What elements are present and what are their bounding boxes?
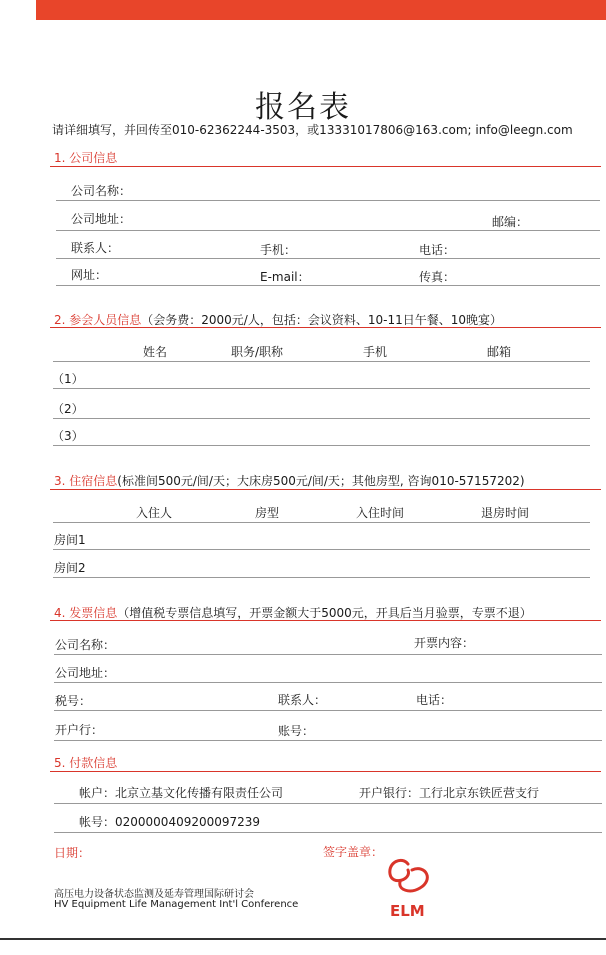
table-line [53, 445, 590, 446]
invoice-contact-label: 联系人： [278, 693, 327, 707]
field-line [56, 230, 600, 231]
room-row-label: 房间2 [54, 561, 86, 575]
logo-text: ELM [390, 902, 425, 920]
top-banner [36, 0, 606, 20]
date-label: 日期： [54, 846, 91, 860]
fax-label: 传真： [419, 270, 456, 284]
contact-person-label: 联系人： [71, 241, 120, 255]
field-line [56, 200, 600, 201]
column-header-title: 职务/职称 [231, 345, 284, 359]
field-line [56, 285, 600, 286]
invoice-phone-label: 电话： [416, 693, 453, 707]
invoice-content-label: 开票内容： [414, 636, 475, 650]
column-header-mobile: 手机 [363, 345, 388, 359]
phone-label: 电话： [419, 243, 456, 257]
table-line [53, 418, 590, 419]
section-divider [50, 620, 601, 621]
section-lodging-heading: 3. 住宿信息(标准间500元/间/天；大床房500元/间/天；其他房型, 咨询010-57157202) [54, 474, 525, 488]
section-invoice-heading: 4. 发票信息（增值税专票信息填写，开票金额大于5000元，开具后当月验票，专票不退） [54, 606, 532, 620]
attendee-row-label: （3） [52, 429, 84, 443]
column-header-guest: 入住人 [136, 506, 173, 520]
section-divider [50, 771, 601, 772]
table-line [53, 361, 590, 362]
field-line [54, 710, 602, 711]
attendee-row-label: （2） [52, 402, 84, 416]
bottom-rule [0, 938, 606, 940]
field-line [54, 740, 602, 741]
table-line [53, 522, 590, 523]
section-company-heading: 1. 公司信息 [54, 151, 118, 165]
section-divider [50, 166, 601, 167]
column-header-email: 邮箱 [487, 345, 512, 359]
mobile-label: 手机： [260, 243, 297, 257]
section-payment-heading: 5. 付款信息 [54, 756, 118, 770]
tax-number-label: 税号： [55, 694, 92, 708]
table-line [53, 577, 590, 578]
column-header-check-out: 退房时间 [481, 506, 530, 520]
invoice-company-address-label: 公司地址： [55, 666, 116, 680]
section-attendees-note: （会务费：2000元/人，包括：会议资料、10-11日午餐、10晚宴） [141, 313, 502, 327]
column-header-name: 姓名 [143, 345, 168, 359]
postcode-label: 邮编： [492, 215, 529, 229]
contact-line: 请详细填写，并回传至010-62362244-3503，或13331017806@163.com; info@leegn.com [52, 123, 573, 137]
account-label: 账号： [278, 724, 315, 738]
email-label: E-mail： [260, 270, 310, 284]
payment-bank-text: 开户银行：工行北京东铁匠营支行 [359, 786, 540, 800]
conference-name-cn: 高压电力设备状态监测及延寿管理国际研讨会 [54, 889, 254, 900]
section-invoice-note: （增值税专票信息填写，开票金额大于5000元，开具后当月验票，专票不退） [117, 606, 532, 620]
field-line [54, 682, 602, 683]
field-line [54, 654, 602, 655]
bank-label: 开户行： [55, 723, 104, 737]
account-number-text: 帐号：0200000409200097239 [79, 815, 261, 829]
field-line [56, 258, 600, 259]
company-name-label: 公司名称： [71, 184, 132, 198]
website-label: 网址： [71, 268, 108, 282]
section-divider [50, 327, 601, 328]
page-title: 报名表 [255, 90, 351, 125]
conference-name-en: HV Equipment Life Management Int'l Conference [54, 899, 299, 910]
field-line [54, 803, 602, 804]
room-row-label: 房间1 [54, 533, 86, 547]
column-header-room-type: 房型 [255, 506, 280, 520]
signature-label: 签字盖章： [323, 845, 384, 859]
section-divider [50, 489, 601, 490]
field-line [54, 832, 602, 833]
table-line [53, 388, 590, 389]
attendee-row-label: （1） [52, 372, 84, 386]
table-line [53, 549, 590, 550]
company-address-label: 公司地址： [71, 212, 132, 226]
invoice-company-name-label: 公司名称： [55, 638, 116, 652]
column-header-check-in: 入住时间 [356, 506, 405, 520]
account-holder-text: 帐户：北京立基文化传播有限责任公司 [79, 786, 284, 800]
elm-logo-icon [382, 858, 434, 900]
section-lodging-note: (标准间500元/间/天；大床房500元/间/天；其他房型, 咨询010-57157202) [117, 474, 525, 488]
section-attendees-heading: 2. 参会人员信息（会务费：2000元/人，包括：会议资料、10-11日午餐、10晚宴） [54, 313, 502, 327]
